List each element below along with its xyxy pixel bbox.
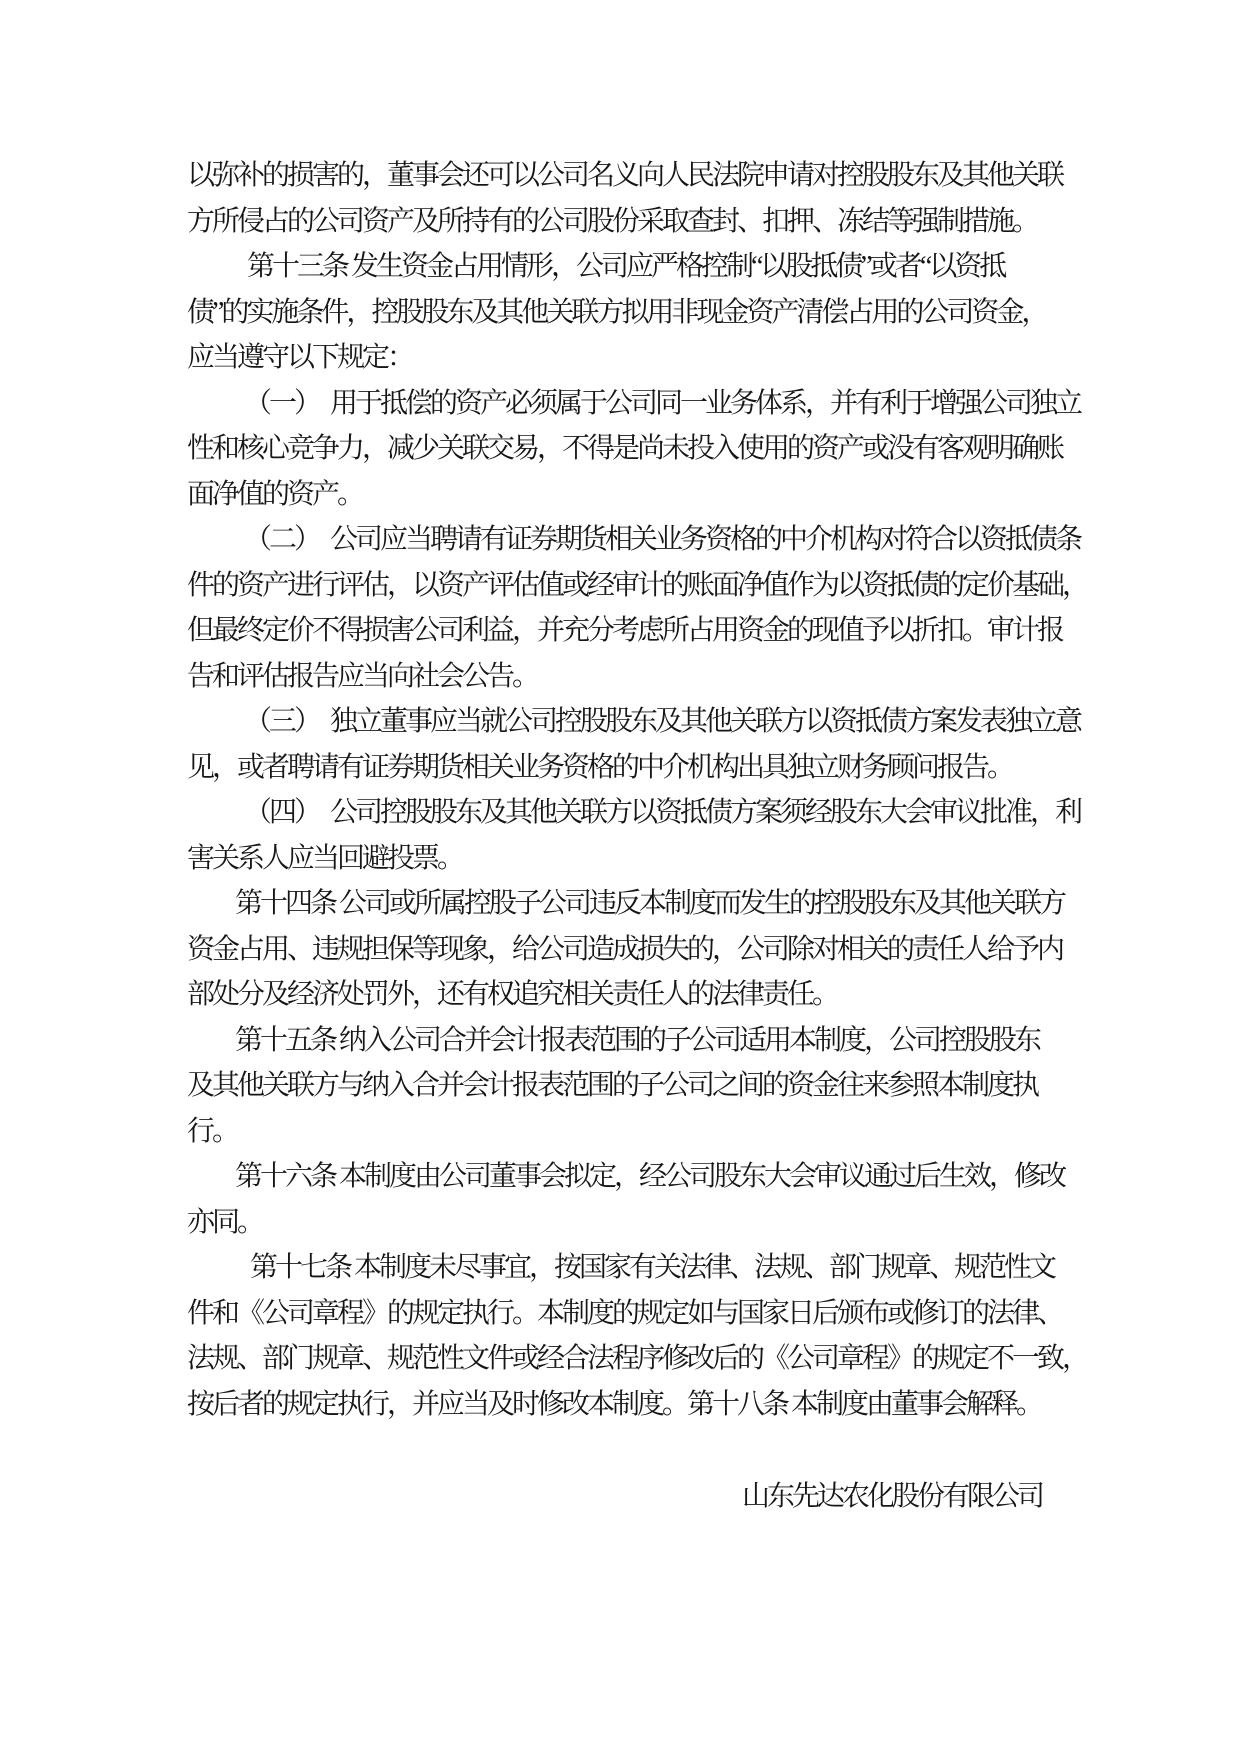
item-2-line: （二） 公司应当聘请有证券期货相关业务资格的中介机构对符合以资抵债条 bbox=[244, 524, 1081, 555]
text-line: 行。 bbox=[187, 1115, 238, 1147]
item-4-line: （四） 公司控股股东及其他关联方以资抵债方案须经股东大会审议批准，利 bbox=[244, 797, 1081, 828]
text-line: 件和《公司章程》的规定执行。本制度的规定如与国家日后颁布或修订的法律、 bbox=[187, 1297, 1063, 1329]
article-14-line: 第十四条 公司或所属控股子公司违反本制度而发生的控股股东及其他关联方 bbox=[235, 888, 1065, 919]
article-17-line: 第十七条 本制度未尽事宜，按国家有关法律、法规、部门规章、规范性文 bbox=[250, 1252, 1055, 1283]
article-16-line: 第十六条 本制度由公司董事会拟定，经公司股东大会审议通过后生效，修改 bbox=[235, 1161, 1065, 1192]
text-line: 但最终定价不得损害公司利益，并充分考虑所占用资金的现值予以折扣。审计报 bbox=[187, 615, 1063, 646]
item-3-line: （三） 独立董事应当就公司控股股东及其他关联方以资抵债方案发表独立意 bbox=[244, 706, 1081, 737]
text-line: 性和核心竞争力，减少关联交易，不得是尚未投入使用的资产或没有客观明确账 bbox=[187, 433, 1063, 464]
article-15-line: 第十五条 纳入公司合并会计报表范围的子公司适用本制度，公司控股股东 bbox=[235, 1024, 1040, 1056]
text-line: 方所侵占的公司资产及所持有的公司股份采取查封、扣押、冻结等强制措施。 bbox=[187, 205, 1038, 237]
text-line: 按后者的规定执行，并应当及时修改本制度。第十八条 本制度由董事会解释。 bbox=[187, 1388, 1042, 1420]
document-text-block bbox=[187, 153, 1088, 1520]
text-line: 件的资产进行评估，以资产评估值或经审计的账面净值作为以资抵债的定价基础， bbox=[187, 569, 1088, 601]
text-line: 亦同。 bbox=[187, 1206, 263, 1238]
text-line: 以弥补的损害的，董事会还可以公司名义向人民法院申请对控股股东及其他关联 bbox=[187, 160, 1063, 191]
article-13-line: 第十三条 发生资金占用情形，公司应严格控制“以股抵债”或者“以资抵 bbox=[247, 251, 1005, 282]
text-line: 害关系人应当回避投票。 bbox=[187, 842, 463, 874]
text-line: 告和评估报告应当向社会公告。 bbox=[187, 660, 538, 692]
company-name-signature: 山东先达农化股份有限公司 bbox=[742, 1481, 1043, 1512]
text-line: 及其他关联方与纳入合并会计报表范围的子公司之间的资金往来参照本制度执 bbox=[187, 1070, 1038, 1101]
text-line: 见，或者聘请有证券期货相关业务资格的中介机构出具独立财务顾问报告。 bbox=[187, 751, 1013, 783]
item-1-line: （一） 用于抵偿的资产必须属于公司同一业务体系，并有利于增强公司独立 bbox=[244, 387, 1081, 419]
text-line: 面净值的资产。 bbox=[187, 478, 363, 510]
text-line: 资金占用、违规担保等现象，给公司造成损失的，公司除对相关的责任人给予内 bbox=[187, 933, 1063, 965]
text-line: 法规、部门规章、规范性文件或经合法程序修改后的《公司章程》的规定不一致， bbox=[187, 1343, 1088, 1374]
text-line: 债”的实施条件，控股股东及其他关联方拟用非现金资产清偿占用的公司资金， bbox=[187, 296, 1047, 328]
text-line: 部处分及经济处罚外，还有权追究相关责任人的法律责任。 bbox=[187, 979, 838, 1010]
text-line: 应当遵守以下规定： bbox=[187, 342, 413, 373]
